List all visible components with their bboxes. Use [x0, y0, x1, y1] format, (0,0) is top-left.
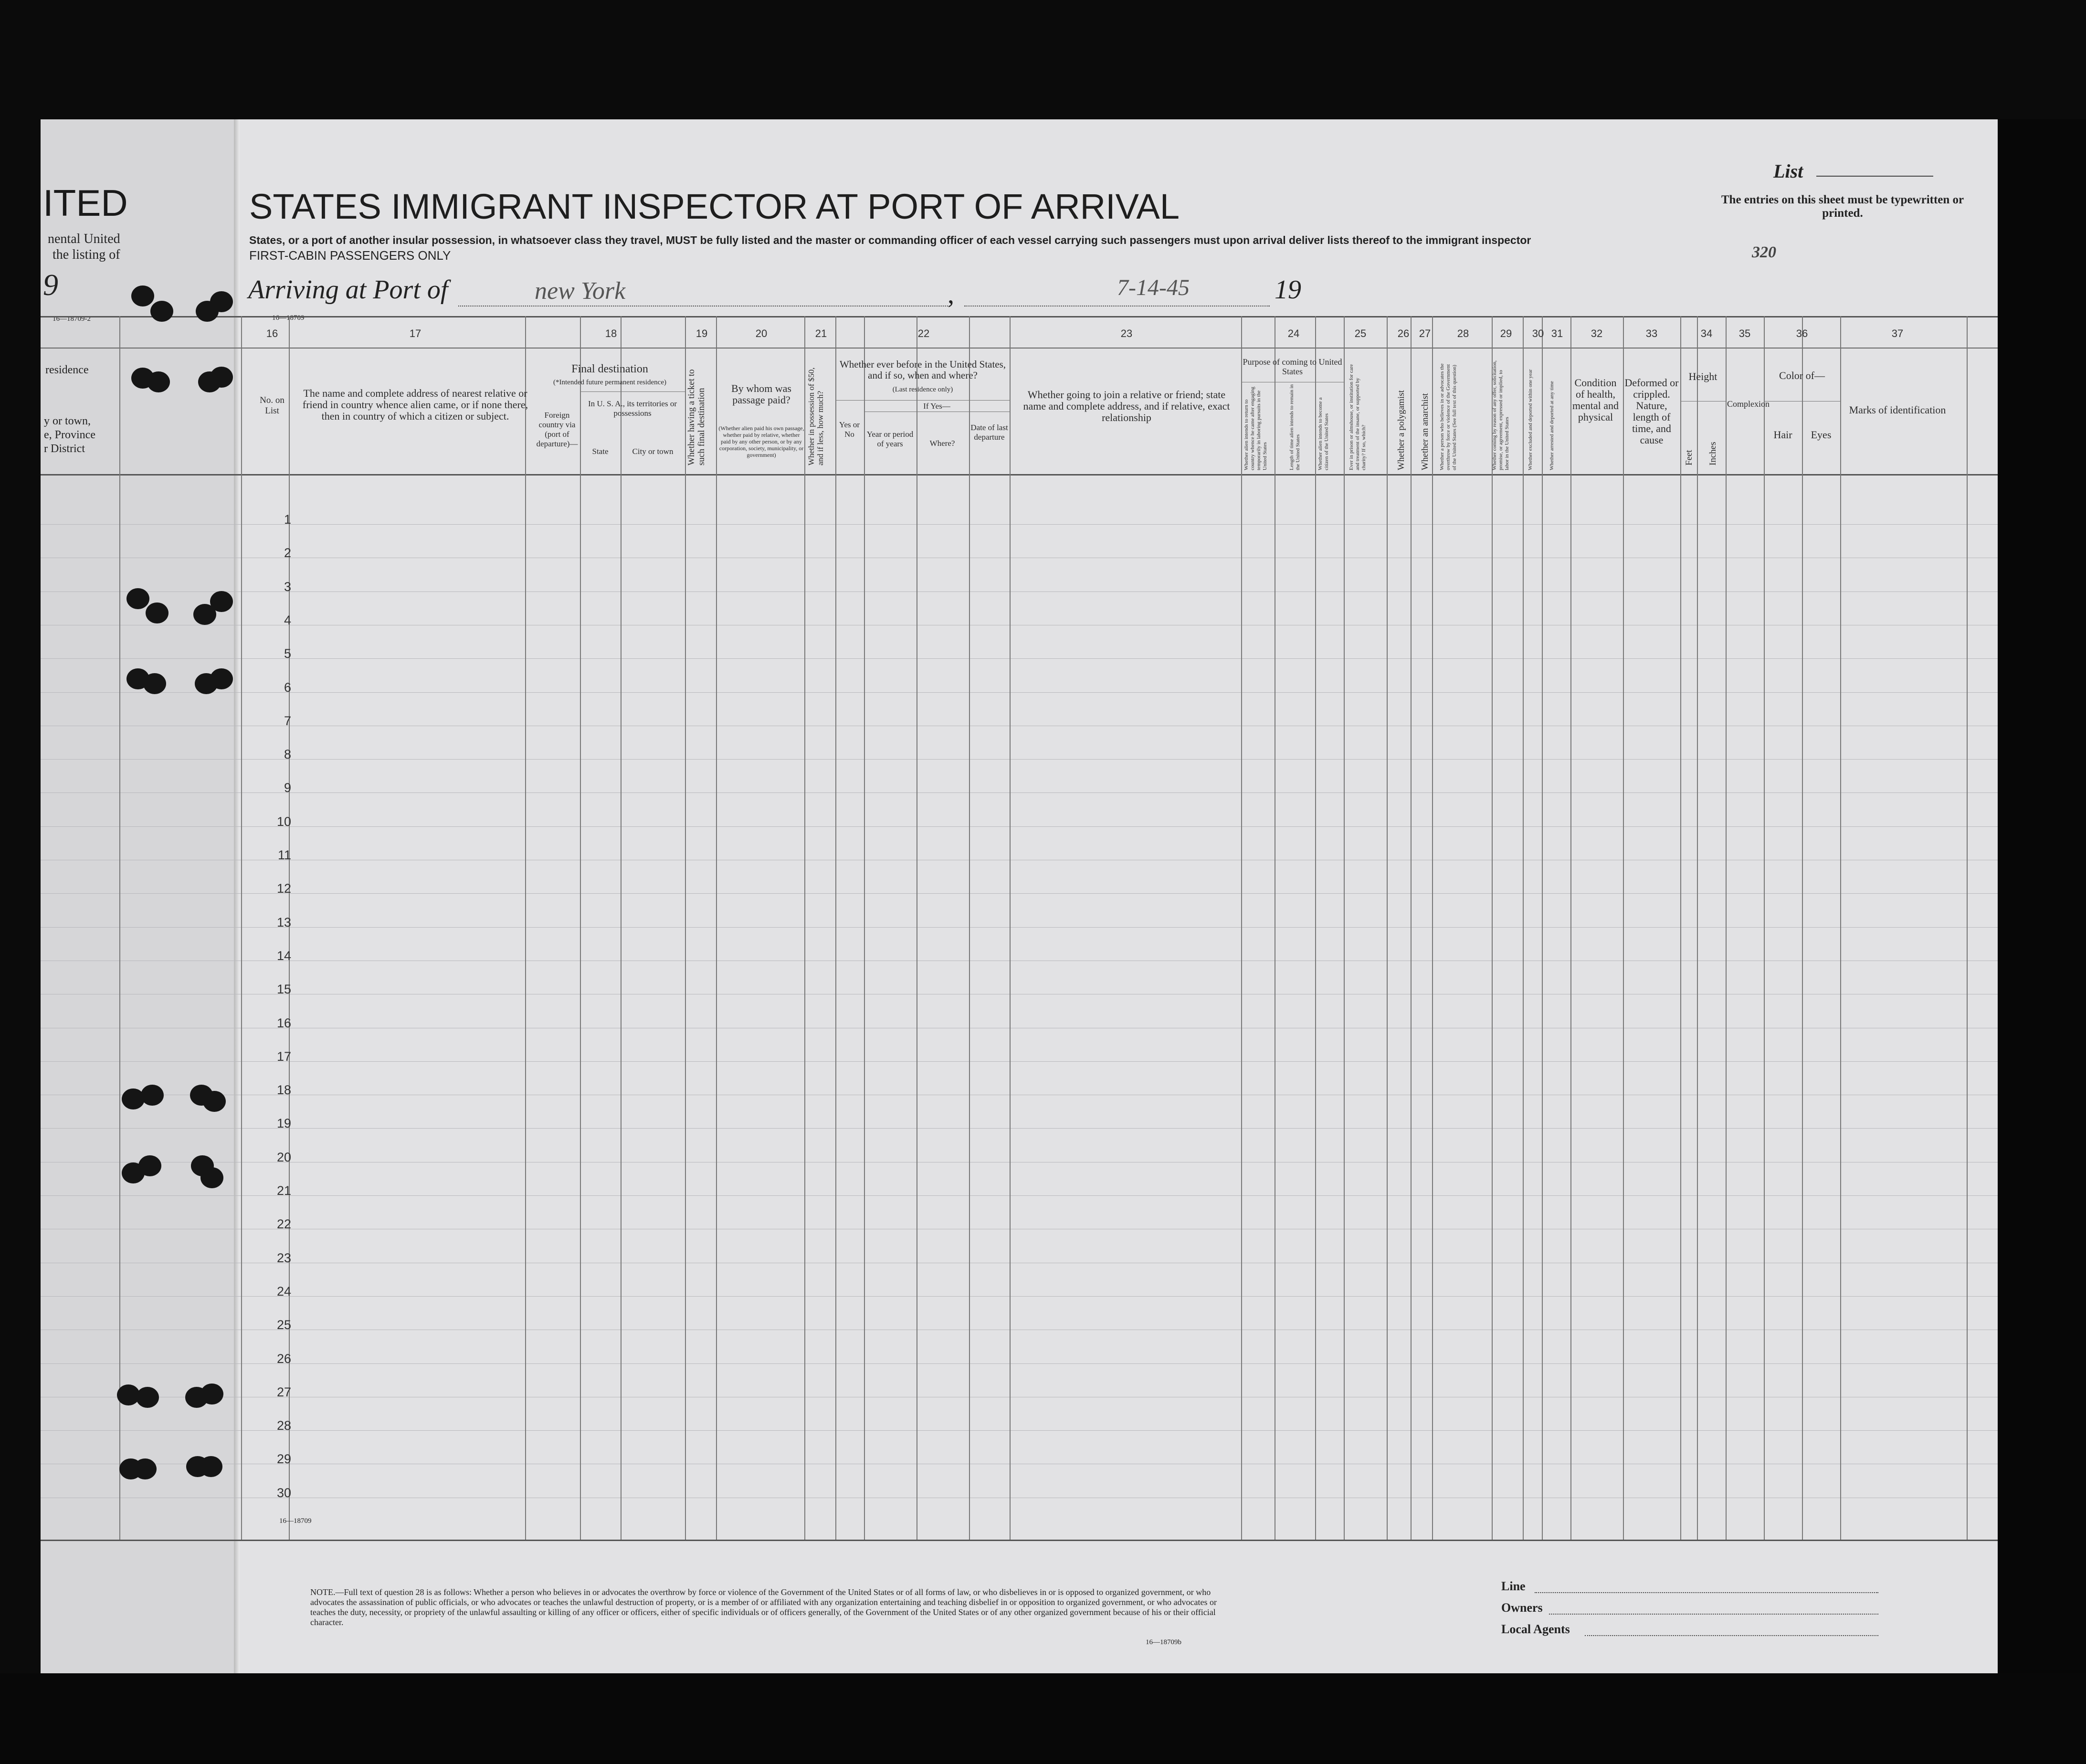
column-divider — [1432, 316, 1433, 1540]
left-col-residence-sub: y or town, e, Province r District — [44, 415, 95, 455]
header-c37: Marks of identification — [1849, 404, 1946, 416]
left-form-number: 16—18709-2 — [53, 315, 91, 323]
header-c36-hair: Hair — [1773, 429, 1792, 441]
column-divider — [1542, 316, 1543, 1540]
column-divider — [1764, 316, 1765, 1540]
column-number: 19 — [695, 327, 708, 339]
row-number: 16 — [276, 1015, 291, 1030]
header-c22-ifyes: If Yes— — [923, 401, 950, 411]
column-number: 17 — [409, 327, 421, 339]
column-number: 35 — [1738, 327, 1751, 339]
punch-hole — [200, 1384, 223, 1405]
column-divider — [1570, 316, 1571, 1540]
column-divider — [1010, 316, 1011, 1540]
column-divider — [525, 316, 526, 1540]
header-c33: Deformed or crippled. Nature, length of time, and cause — [1624, 377, 1679, 446]
column-number-border — [41, 348, 1998, 349]
header-c16: No. on List — [260, 395, 284, 416]
header-c17: The name and complete address of nearest relative or friend in country whence alien came, or if none there, then in country of which a citizen or subject. — [302, 387, 528, 422]
punch-hole — [134, 1458, 157, 1479]
c18-subline — [580, 391, 685, 392]
column-divider — [119, 316, 120, 1540]
punch-hole — [131, 285, 154, 306]
header-c31: Whether arrested and deported at any time — [1549, 381, 1555, 470]
column-number: 36 — [1796, 327, 1808, 339]
header-c30: Whether excluded and deported within one year — [1528, 369, 1533, 470]
scan-border-bottom — [0, 1673, 2086, 1764]
punch-hole — [138, 1155, 161, 1176]
note-form-number: 16—18709b — [1146, 1638, 1181, 1646]
port-handwritten: new York — [535, 277, 626, 305]
punch-hole — [200, 1456, 222, 1477]
list-label: List — [1773, 160, 1803, 182]
row-number: 28 — [276, 1418, 291, 1433]
punch-hole — [150, 301, 173, 322]
header-c24: Purpose of coming to United States — [1243, 357, 1342, 376]
header-c28: Whether a person who believes in or advocates the overthrow by force or violence of the Government of the United States (See full text of this question) — [1439, 363, 1457, 470]
punch-hole — [143, 673, 166, 694]
header-c20: By whom was passage paid? — [731, 382, 791, 406]
row-number: 5 — [284, 646, 291, 661]
row-rule — [41, 826, 1998, 827]
left-line3: 9 — [43, 268, 58, 302]
manifest-sheet — [41, 119, 1998, 1676]
header-subtitle: States, or a port of another insular possession, in whatsoever class they travel, MUST be fully listed and the master or commanding officer of each vessel carrying such passengers must upon arrival deliver lists thereof to the immigrant inspector — [249, 234, 1531, 246]
table-bottom-border — [41, 1540, 1998, 1541]
row-number: 9 — [284, 781, 291, 795]
header-c18-usa: In U. S. A., its territories or possessions — [588, 399, 677, 418]
column-number: 33 — [1645, 327, 1658, 339]
punch-hole — [147, 371, 170, 392]
row-number: 6 — [284, 680, 291, 695]
column-divider — [685, 316, 686, 1540]
row-rule — [41, 1430, 1998, 1431]
column-number: 32 — [1591, 327, 1603, 339]
column-divider — [1680, 316, 1681, 1540]
row-rule — [41, 1296, 1998, 1297]
date-handwritten: 7-14-45 — [1117, 275, 1190, 300]
header-c23: Whether going to join a relative or friend; state name and complete address, and if relative, exact relationship — [1023, 389, 1230, 423]
row-number: 19 — [276, 1116, 291, 1131]
column-divider — [580, 316, 581, 1540]
header-form-number: 16—18709 — [272, 314, 305, 322]
header-c26: Whether a polygamist — [1396, 390, 1406, 470]
row-number: 10 — [276, 814, 291, 829]
header-c18-note: (*Intended future permanent residence) — [553, 379, 666, 386]
header-c20-note: (Whether alien paid his own passage, whether paid by relative, whether paid by any other person, or by any corporation, society, municipality, or government) — [718, 425, 804, 458]
column-divider — [621, 316, 622, 1540]
row-number: 18 — [276, 1083, 291, 1098]
row-number: 29 — [276, 1452, 291, 1467]
column-number: 29 — [1500, 327, 1512, 339]
column-divider — [835, 316, 836, 1540]
column-divider — [1726, 316, 1727, 1540]
row-number: 13 — [276, 915, 291, 930]
list-stamp: 320 — [1752, 243, 1776, 261]
row-number: 21 — [276, 1183, 291, 1198]
column-number: 37 — [1891, 327, 1904, 339]
column-divider — [1840, 316, 1841, 1540]
punch-hole — [126, 588, 149, 609]
column-number: 21 — [815, 327, 827, 339]
header-bottom-border — [41, 474, 1998, 475]
left-line2: the listing of — [53, 247, 120, 262]
column-divider — [969, 316, 970, 1540]
header-c22-where: Where? — [929, 439, 955, 448]
list-number-line — [1816, 176, 1933, 177]
header-c29: Whether coming by reason of any offer, solicitation, promise, or agreement, expressed or implied, to labor in the United States — [1492, 360, 1510, 470]
column-divider — [1411, 316, 1412, 1540]
row-number: 17 — [276, 1049, 291, 1064]
column-number: 20 — [755, 327, 768, 339]
row-number: 24 — [276, 1284, 291, 1299]
row-rule — [41, 1128, 1998, 1129]
header-c22-date: Date of last departure — [970, 423, 1008, 442]
table-top-border — [41, 316, 1998, 317]
page-title: STATES IMMIGRANT INSPECTOR AT PORT OF ARRIVAL — [249, 187, 1180, 226]
column-number: 23 — [1120, 327, 1133, 339]
column-number: 31 — [1551, 327, 1563, 339]
comma-1: , — [948, 280, 954, 309]
header-c34-feet: Feet — [1684, 450, 1694, 465]
row-number: 2 — [284, 546, 291, 560]
row-rule — [41, 1363, 1998, 1364]
column-divider — [864, 316, 865, 1540]
header-c34-inches: Inches — [1708, 442, 1718, 465]
column-number: 16 — [266, 327, 278, 339]
column-number: 34 — [1700, 327, 1713, 339]
cabin-class-label: FIRST-CABIN PASSENGERS ONLY — [249, 248, 451, 263]
agents-label: Local Agents — [1501, 1622, 1570, 1636]
header-c32: Condition of health, mental and physical — [1572, 377, 1619, 423]
row-number: 27 — [276, 1384, 291, 1399]
row-number: 23 — [276, 1250, 291, 1265]
column-divider — [716, 316, 717, 1540]
line-blank — [1535, 1592, 1878, 1593]
line-label: Line — [1501, 1579, 1526, 1593]
column-number: 18 — [605, 327, 617, 339]
row-rule — [41, 1061, 1998, 1062]
left-title-fragment: ITED — [43, 182, 128, 224]
column-divider — [1315, 316, 1316, 1540]
punch-hole — [210, 291, 233, 312]
row-number: 12 — [276, 881, 291, 896]
column-divider — [1344, 316, 1345, 1540]
header-c35: Complexion — [1727, 399, 1770, 409]
punch-hole — [146, 602, 169, 623]
punch-hole — [210, 591, 233, 612]
header-c25: Ever in prison or almshouse, or institution for care and treatment of the insane, or supported by charity? If so, which? — [1349, 364, 1367, 470]
row-number: 30 — [276, 1485, 291, 1500]
punch-hole — [141, 1085, 164, 1106]
column-divider — [241, 316, 242, 1540]
c22-subline-1 — [835, 400, 1010, 401]
scan-border-right — [1998, 119, 2086, 1764]
row-rule — [41, 893, 1998, 894]
row-number: 14 — [276, 948, 291, 963]
column-divider — [1697, 316, 1698, 1540]
header-c18-foreign: Foreign country via (port of departure)— — [536, 411, 578, 448]
column-divider — [1623, 316, 1624, 1540]
header-c24c: Whether alien intends to become a citizen of the United States — [1317, 397, 1329, 470]
header-c24b: Length of time alien intends to remain in the United States — [1289, 384, 1301, 470]
punch-hole — [136, 1387, 159, 1408]
column-number: 28 — [1457, 327, 1469, 339]
header-c22-year: Year or period of years — [866, 430, 914, 448]
page-fold — [234, 119, 240, 1676]
column-divider — [1967, 316, 1968, 1540]
header-c24a: Whether alien intends to return to country whence he came after engaging temporarily in laboring pursuits in the United States — [1243, 387, 1268, 470]
row-rule — [41, 524, 1998, 525]
row-rule — [41, 1195, 1998, 1196]
row-number: 20 — [276, 1150, 291, 1164]
header-c21: Whether in possession of $50, and if less, how much? — [807, 367, 825, 465]
header-c18-city: City or town — [632, 447, 674, 456]
column-number: 25 — [1354, 327, 1367, 339]
column-number: 26 — [1397, 327, 1410, 339]
header-c22-note: (Last residence only) — [892, 386, 953, 393]
row-rule — [41, 759, 1998, 760]
owners-label: Owners — [1501, 1601, 1543, 1615]
row-rule — [41, 658, 1998, 659]
row-number: 8 — [284, 747, 291, 762]
row-number: 1 — [284, 512, 291, 527]
question-28-note: NOTE.—Full text of question 28 is as follows: Whether a person who believes in or advocates the overthrow by force or violence of the Government of the United States or of all forms of law, or who disbelieves in or is opposed to organized government, or who advocates the assassination of public officials, or who advocates or teaches the unlawful destruction of property, or is a member of or affiliated with any organization entertaining and teaching disbelief in or opposition to organized government, or who advocates or teaches the duty, necessity, or propriety of the unlawful assaulting or killing of any officer or officers, either of specific individuals or of officers generally, of the Government of the United States or of any other organized government because of his or their official character. — [310, 1587, 1217, 1627]
column-divider — [1802, 316, 1803, 1540]
row-rule — [41, 927, 1998, 928]
column-divider — [1241, 316, 1242, 1540]
header-c22-yesno: Yes or No — [839, 420, 860, 439]
left-col-residence: residence — [45, 364, 89, 376]
year-prefix: 19 — [1275, 275, 1301, 305]
bottom-form-number: 16—18709 — [279, 1517, 312, 1525]
row-number: 15 — [276, 982, 291, 997]
punch-hole — [210, 367, 233, 388]
typewritten-note: The entries on this sheet must be typewritten or printed. — [1721, 193, 1964, 220]
header-c27: Whether an anarchist — [1420, 393, 1430, 470]
owners-blank — [1549, 1614, 1878, 1615]
arriving-label: Arriving at Port of — [248, 275, 448, 305]
header-c36-eyes: Eyes — [1811, 429, 1832, 441]
row-number: 26 — [276, 1351, 291, 1366]
punch-hole — [200, 1167, 223, 1188]
header-c19: Whether having a ticket to such final destination — [686, 369, 706, 465]
column-number: 30 — [1532, 327, 1544, 339]
row-number: 3 — [284, 579, 291, 594]
row-rule — [41, 692, 1998, 693]
column-number: 24 — [1287, 327, 1300, 339]
column-divider — [1387, 316, 1388, 1540]
left-sheet-fragment — [41, 119, 236, 1676]
punch-hole — [210, 668, 233, 689]
left-line1: nental United — [48, 232, 120, 246]
header-c18-state: State — [592, 447, 609, 456]
column-divider — [1492, 316, 1493, 1540]
row-rule — [41, 792, 1998, 793]
column-divider — [804, 316, 805, 1540]
punch-hole — [203, 1091, 226, 1112]
row-number: 7 — [284, 713, 291, 728]
column-number: 22 — [917, 327, 930, 339]
column-number: 27 — [1419, 327, 1431, 339]
row-number: 4 — [284, 613, 291, 627]
column-divider — [1523, 316, 1524, 1540]
row-number: 22 — [276, 1217, 291, 1232]
row-number: 25 — [276, 1318, 291, 1332]
header-c34: Height — [1688, 370, 1717, 382]
row-number: 11 — [277, 848, 291, 862]
header-c18: Final destination — [571, 363, 648, 375]
header-c22: Whether ever before in the United States, and if so, when and where? — [839, 359, 1006, 381]
agents-blank — [1585, 1635, 1878, 1636]
header-c36: Color of— — [1779, 370, 1825, 381]
